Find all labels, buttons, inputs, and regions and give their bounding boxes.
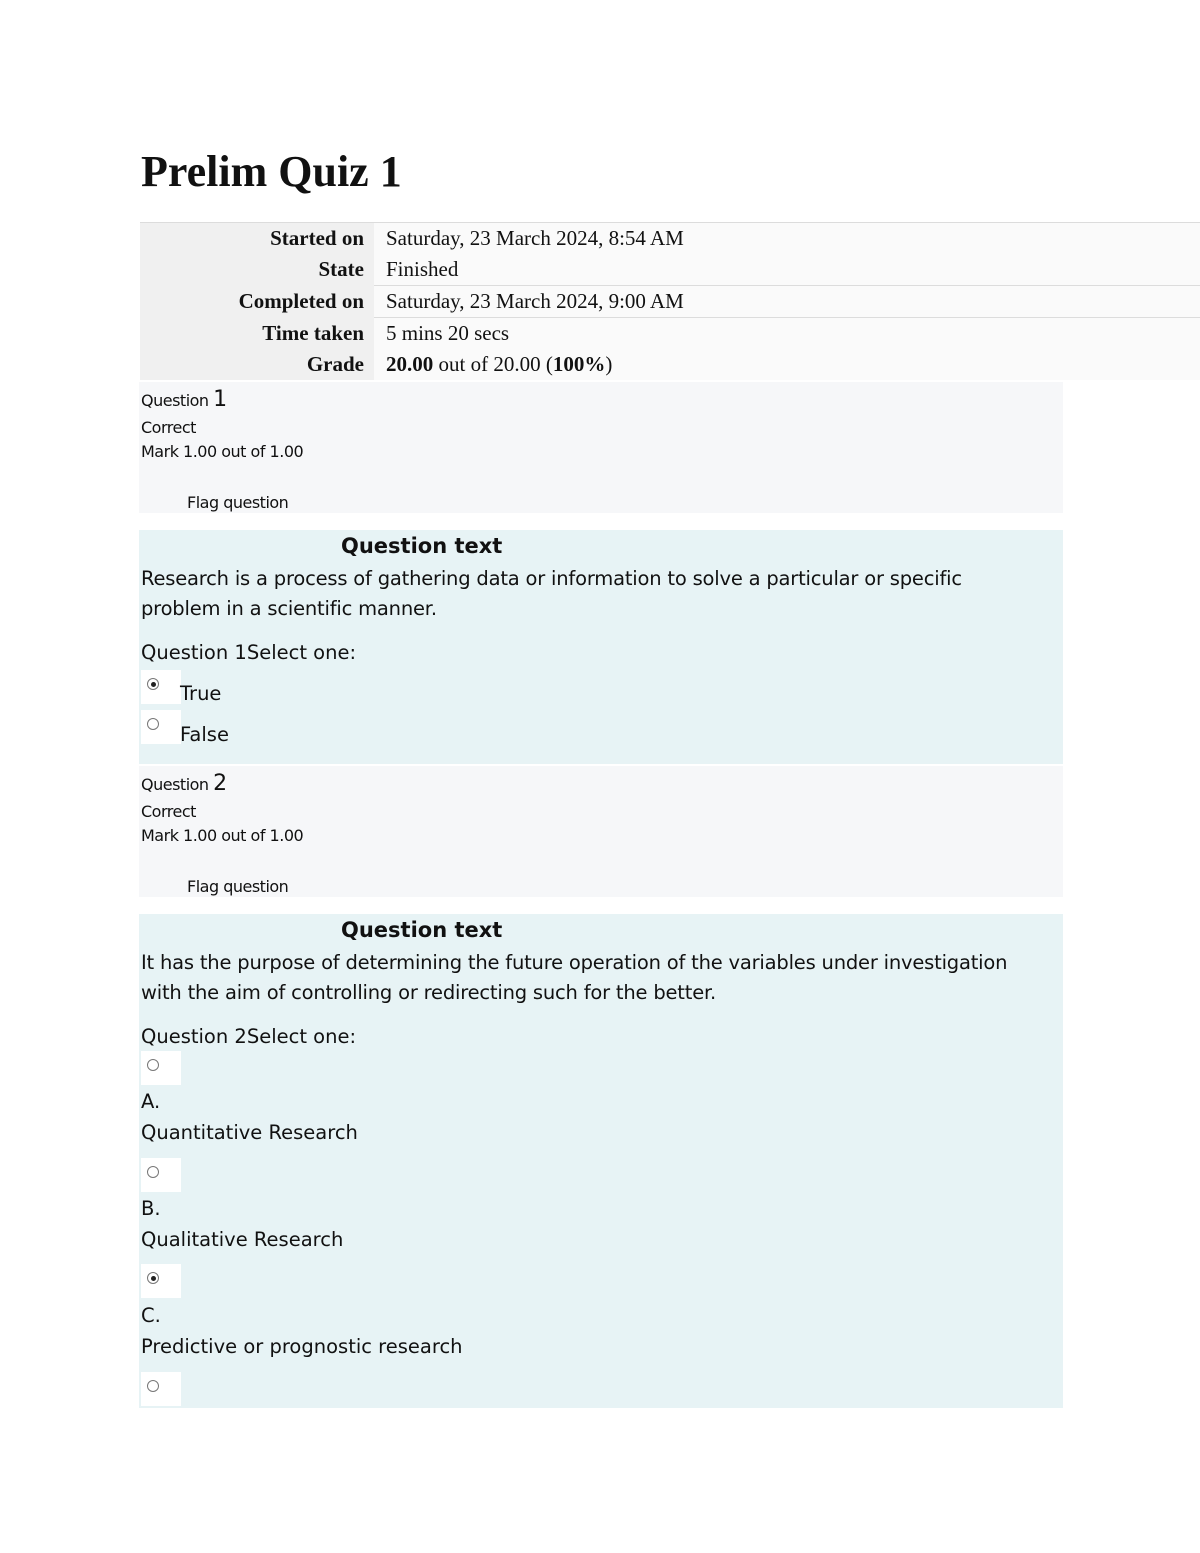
answer-prompt: Question 1Select one: [141,641,357,664]
answer-label[interactable]: Predictive or prognostic research [141,1335,463,1358]
summary-value: Saturday, 23 March 2024, 8:54 AM [374,223,1200,255]
question-state: Correct [141,418,196,437]
summary-row-started [140,223,1200,255]
summary-label: Completed on [140,286,374,318]
summary-row-time-taken [140,317,1200,349]
grade-close: ) [605,352,613,377]
question-label: Question [141,775,214,794]
answer-label[interactable]: False [180,723,229,746]
question-label: Question [141,391,214,410]
question-formulation [139,530,1063,764]
answer-option-a[interactable] [141,1051,181,1085]
summary-label: State [140,254,374,286]
summary-label: Time taken [140,317,374,349]
answer-prompt: Question 2Select one: [141,1025,357,1048]
radio-button[interactable] [147,1059,159,1071]
question-info [139,766,1063,897]
answer-option-c[interactable] [141,1264,181,1298]
question-info [139,382,1063,513]
radio-button[interactable] [147,1272,159,1284]
summary-label: Started on [140,223,374,255]
question-text: Research is a process of gathering data or information to solve a particular or specific problem in a scientific manner. [141,567,962,620]
question-text-heading: Question text [341,534,503,558]
summary-value: Finished [374,254,1200,286]
answer-letter: A. [141,1090,161,1113]
answer-option-true[interactable] [141,670,181,704]
question-state: Correct [141,802,196,821]
question-text-heading: Question text [341,918,503,942]
question-mark: Mark 1.00 out of 1.00 [141,826,304,845]
page-title: Prelim Quiz 1 [141,147,402,196]
answer-option-b[interactable] [141,1158,181,1192]
grade-out-of: out of 20.00 ( [438,352,553,377]
radio-button[interactable] [147,1166,159,1178]
summary-value [374,349,1200,381]
question-number-value: 2 [213,771,227,796]
question-number [141,387,227,412]
summary-label: Grade [140,349,374,381]
answer-letter: C. [141,1304,161,1327]
answer-option-d[interactable] [141,1372,181,1406]
answer-label[interactable]: Quantitative Research [141,1121,358,1144]
grade-score: 20.00 [386,352,434,377]
summary-row-completed [140,286,1200,318]
question-text: It has the purpose of determining the future operation of the variables under investigation with the aim of controlling or redirecting such for the better. [141,951,1008,1004]
summary-row-grade [140,349,1200,381]
question-number-value: 1 [213,387,227,412]
answer-letter: B. [141,1197,161,1220]
summary-value: 5 mins 20 secs [374,317,1200,349]
grade-percent: 100% [552,352,606,377]
answer-label[interactable]: True [180,682,222,705]
flag-question-link[interactable]: Flag question [187,493,289,512]
flag-question-link[interactable]: Flag question [187,877,289,896]
radio-button[interactable] [147,678,159,690]
radio-button[interactable] [147,1380,159,1392]
answer-label[interactable]: Qualitative Research [141,1228,344,1251]
summary-row-state [140,254,1200,286]
quiz-summary-table [140,222,1200,380]
question-formulation [139,914,1063,1408]
answer-option-false[interactable] [141,710,181,744]
question-mark: Mark 1.00 out of 1.00 [141,442,304,461]
radio-button[interactable] [147,718,159,730]
summary-value: Saturday, 23 March 2024, 9:00 AM [374,286,1200,318]
question-number [141,771,227,796]
